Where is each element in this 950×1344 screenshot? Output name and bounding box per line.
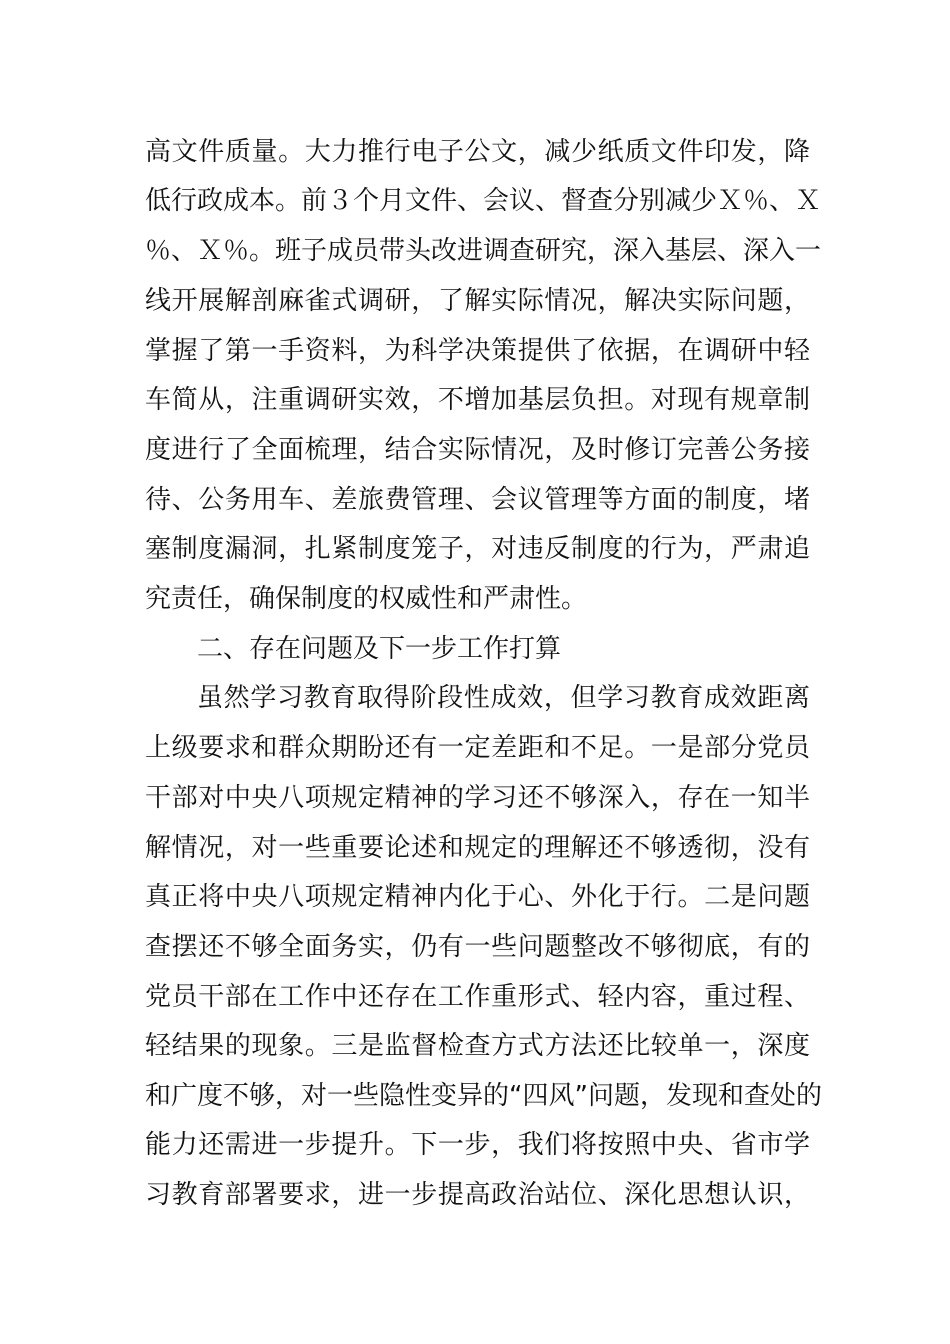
paragraph-line: 查摆还不够全面务实，仍有一些问题整改不够彻底，有的 bbox=[145, 932, 810, 962]
paragraph-line: 能力还需进一步提升。下一步，我们将按照中央、省市学 bbox=[145, 1130, 810, 1160]
paragraph-line: 线开展解剖麻雀式调研，了解实际情况，解决实际问题， bbox=[145, 286, 810, 316]
paragraph-line: 度进行了全面梳理，结合实际情况，及时修订完善公务接 bbox=[145, 435, 810, 465]
paragraph-line: 虽然学习教育取得阶段性成效，但学习教育成效距离 bbox=[197, 683, 810, 713]
paragraph-line: 低行政成本。前３个月文件、会议、督查分别减少Ｘ％、Ｘ bbox=[145, 186, 822, 216]
paragraph-line: 掌握了第一手资料，为科学决策提供了依据，在调研中轻 bbox=[145, 336, 810, 366]
paragraph-line: 究责任，确保制度的权威性和严肃性。 bbox=[145, 584, 588, 614]
paragraph-line: 干部对中央八项规定精神的学习还不够深入，存在一知半 bbox=[145, 783, 810, 813]
paragraph-line: 党员干部在工作中还存在工作重形式、轻内容，重过程、 bbox=[145, 982, 810, 1012]
paragraph-line: 轻结果的现象。三是监督检查方式方法还比较单一，深度 bbox=[145, 1031, 810, 1061]
paragraph-line: 高文件质量。大力推行电子公文，减少纸质文件印发，降 bbox=[145, 137, 810, 167]
paragraph-line: 和广度不够，对一些隐性变异的“四风”问题，发现和查处的 bbox=[145, 1081, 822, 1111]
paragraph-line: 解情况，对一些重要论述和规定的理解还不够透彻，没有 bbox=[145, 833, 810, 863]
paragraph-line: 车简从，注重调研实效，不增加基层负担。对现有规章制 bbox=[145, 385, 810, 415]
paragraph-line: 真正将中央八项规定精神内化于心、外化于行。二是问题 bbox=[145, 882, 810, 912]
section-heading: 二、存在问题及下一步工作打算 bbox=[197, 634, 562, 664]
paragraph-line: ％、Ｘ％。班子成员带头改进调查研究，深入基层、深入一 bbox=[145, 236, 822, 266]
paragraph-line: 习教育部署要求，进一步提高政治站位、深化思想认识， bbox=[145, 1180, 810, 1210]
paragraph-line: 上级要求和群众期盼还有一定差距和不足。一是部分党员 bbox=[145, 733, 810, 763]
paragraph-line: 待、公务用车、差旅费管理、会议管理等方面的制度，堵 bbox=[145, 485, 810, 515]
paragraph-line: 塞制度漏洞，扎紧制度笼子，对违反制度的行为，严肃追 bbox=[145, 534, 810, 564]
